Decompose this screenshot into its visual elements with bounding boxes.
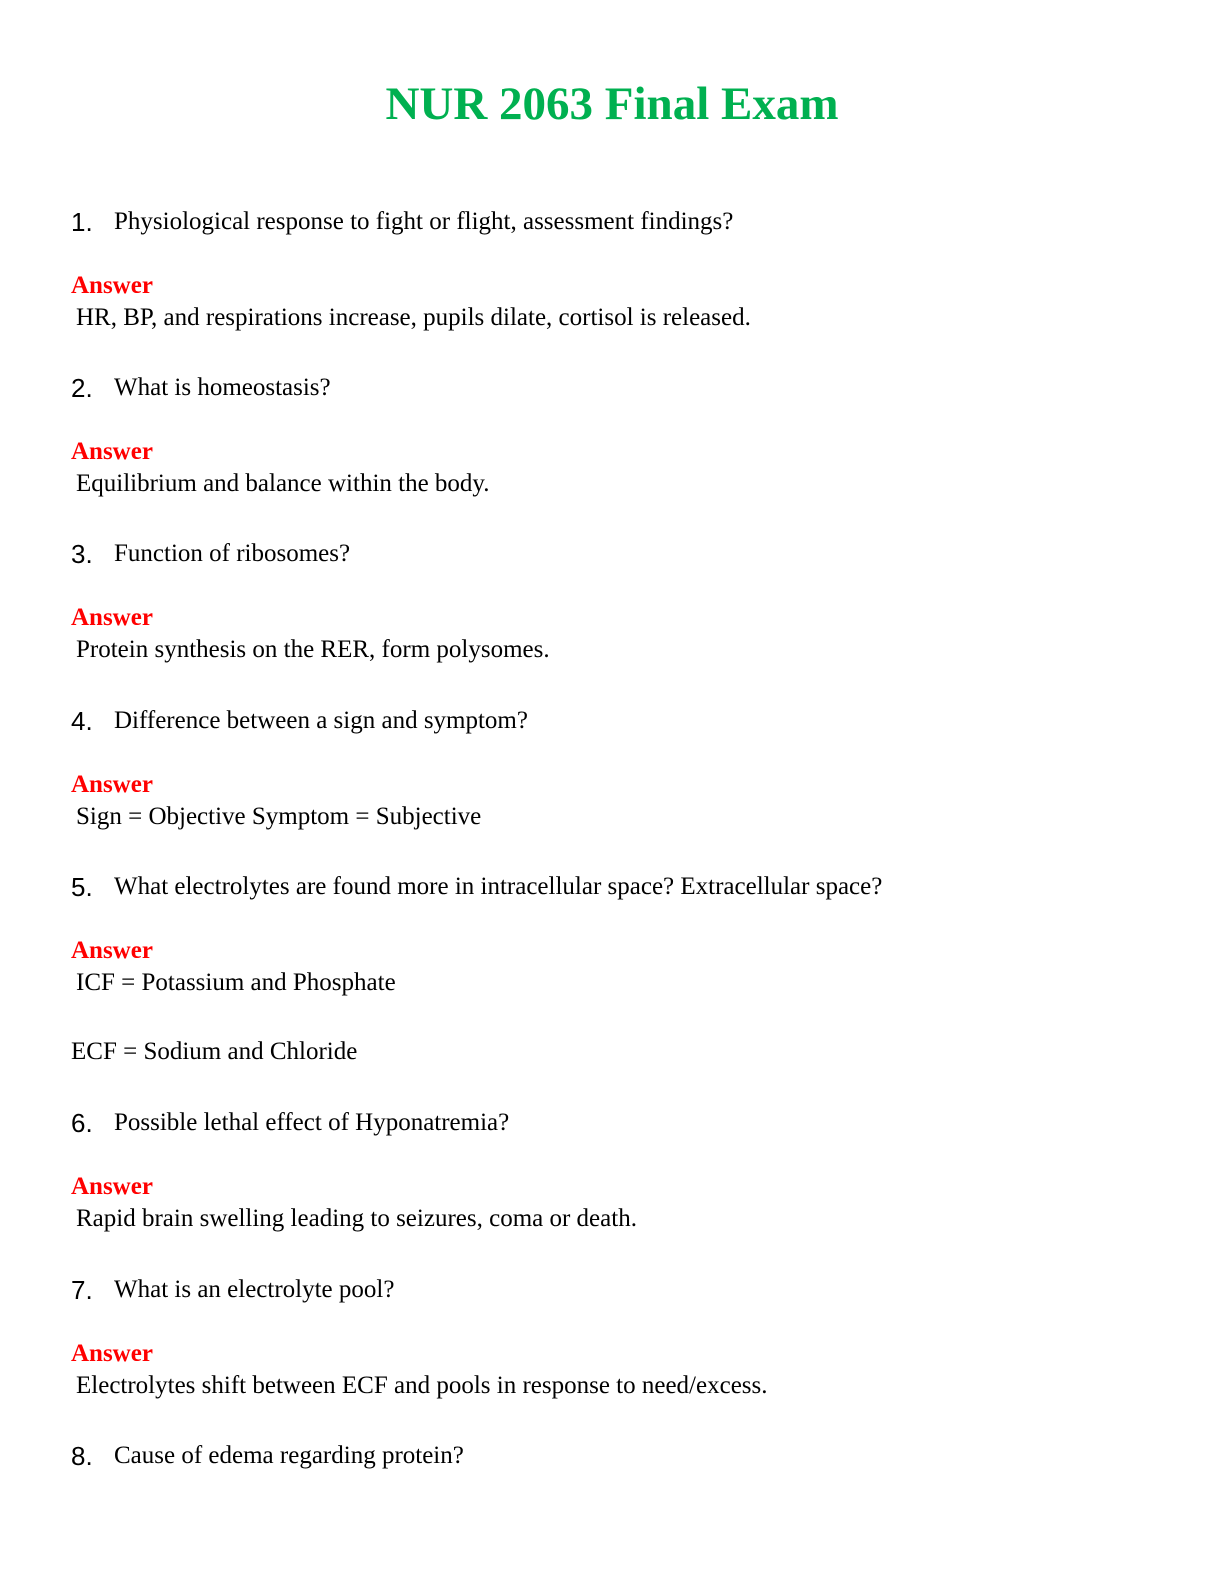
question-number: 8. — [71, 1441, 93, 1471]
answer-text: Protein synthesis on the RER, form polysomes. — [76, 636, 550, 663]
question-number: 5. — [71, 872, 93, 902]
question-number: 2. — [71, 373, 93, 403]
answer-label: Answer — [71, 438, 153, 465]
answer-text: Equilibrium and balance within the body. — [76, 470, 490, 497]
page-title: NUR 2063 Final Exam — [385, 78, 839, 130]
question-text: Cause of edema regarding protein? — [114, 1442, 464, 1469]
answer-label: Answer — [71, 1340, 153, 1367]
answer-label: Answer — [71, 1173, 153, 1200]
question-text: What is an electrolyte pool? — [114, 1276, 395, 1303]
answer-label: Answer — [71, 272, 153, 299]
answer-text: Sign = Objective Symptom = Subjective — [76, 803, 482, 830]
answer-label: Answer — [71, 937, 153, 964]
question-text: What electrolytes are found more in intracellular space? Extracellular space? — [114, 873, 883, 900]
answer-text: ICF = Potassium and Phosphate — [76, 969, 396, 996]
question-text: Difference between a sign and symptom? — [114, 707, 528, 734]
question-number: 7. — [71, 1275, 93, 1305]
question-text: What is homeostasis? — [114, 374, 331, 401]
question-text: Possible lethal effect of Hyponatremia? — [114, 1109, 510, 1136]
answer-text: Electrolytes shift between ECF and pools in response to need/excess. — [76, 1372, 768, 1399]
question-number: 4. — [71, 706, 93, 736]
question-text: Function of ribosomes? — [114, 540, 351, 567]
question-number: 6. — [71, 1108, 93, 1138]
answer-label: Answer — [71, 604, 153, 631]
question-text: Physiological response to fight or flight, assessment findings? — [114, 208, 734, 235]
answer-text: HR, BP, and respirations increase, pupils dilate, cortisol is released. — [76, 304, 751, 331]
answer-text: Rapid brain swelling leading to seizures, coma or death. — [76, 1205, 637, 1232]
answer-text-secondary: ECF = Sodium and Chloride — [71, 1038, 358, 1065]
question-number: 1. — [71, 207, 93, 237]
answer-label: Answer — [71, 771, 153, 798]
question-number: 3. — [71, 539, 93, 569]
